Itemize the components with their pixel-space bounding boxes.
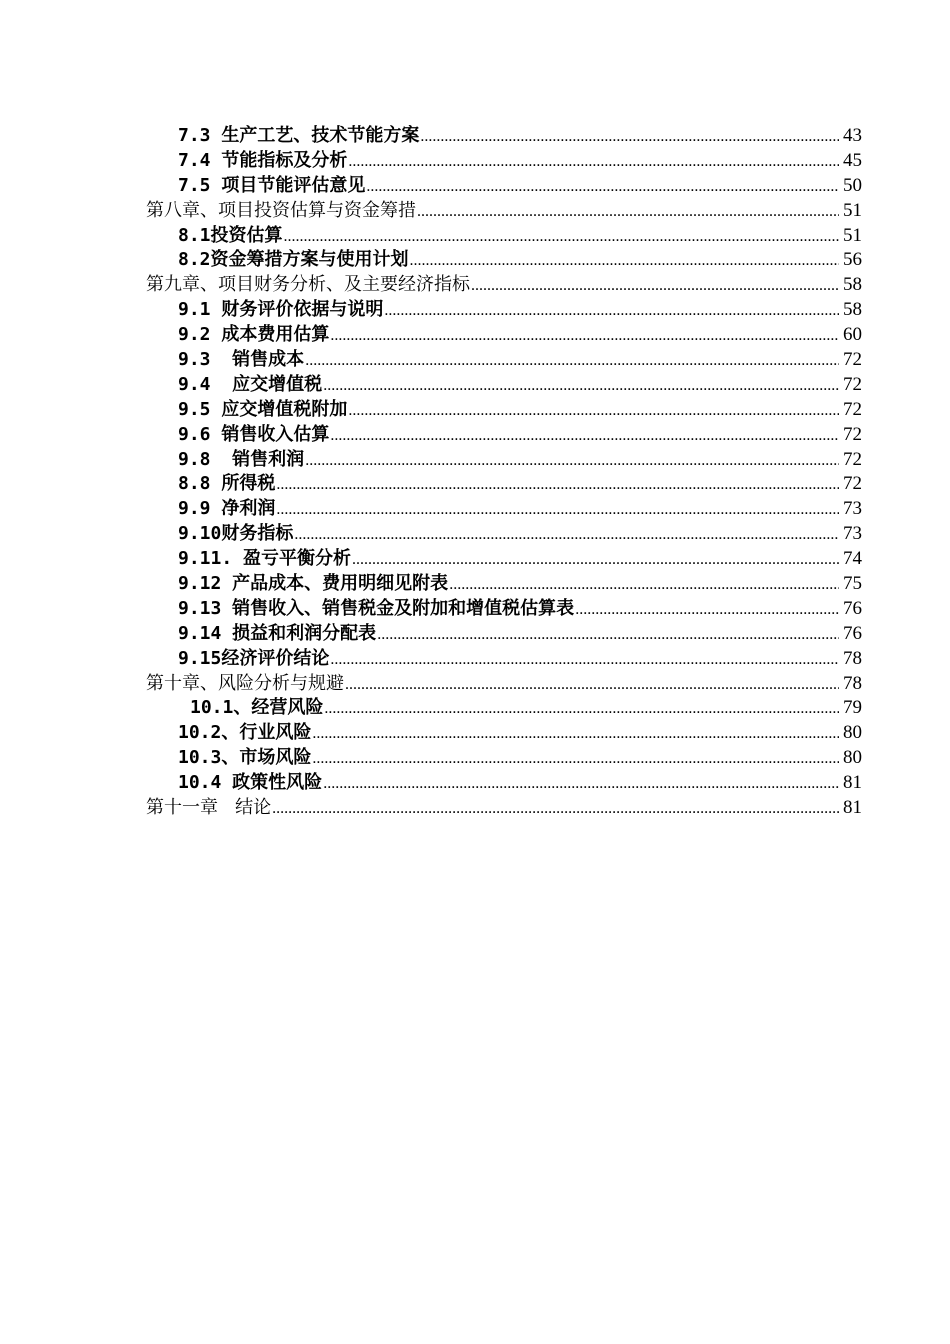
toc-entry-title: 7.4 节能指标及分析 [178, 149, 348, 171]
toc-entry-title: 9.9 净利润 [178, 498, 276, 520]
toc-entry-title: 9.15经济评价结论 [178, 647, 330, 669]
toc-dot-leader [323, 772, 839, 797]
toc-page-number: 76 [843, 622, 862, 644]
toc-entry-title: 9.2 成本费用估算 [178, 324, 330, 346]
toc-dot-leader [276, 498, 839, 523]
toc-dot-leader [471, 274, 839, 299]
toc-section-entry[interactable] [146, 497, 862, 522]
toc-page-number: 76 [843, 597, 862, 619]
toc-entry-title: 10.4 政策性风险 [178, 772, 323, 794]
toc-chapter-entry[interactable] [146, 672, 862, 697]
toc-dot-leader [575, 598, 839, 623]
toc-entry-title: 9.4 应交增值税 [178, 373, 323, 395]
toc-entry-title: 7.5 项目节能评估意见 [178, 174, 366, 196]
toc-chapter-entry[interactable] [146, 199, 862, 224]
toc-page-number: 72 [843, 349, 862, 371]
toc-dot-leader [384, 299, 839, 324]
toc-section-entry[interactable] [146, 622, 862, 647]
toc-entry-title: 9.13 销售收入、销售税金及附加和增值税估算表 [178, 597, 575, 619]
toc-entry-title: 9.8 销售利润 [178, 448, 305, 470]
toc-page-number: 78 [843, 647, 862, 669]
toc-dot-leader [305, 349, 839, 374]
toc-page-number: 58 [843, 299, 862, 321]
toc-dot-leader [352, 548, 839, 573]
toc-dot-leader [284, 225, 839, 250]
toc-dot-leader [348, 150, 839, 175]
toc-entry-title: 9.12 产品成本、费用明细见附表 [178, 573, 449, 595]
toc-section-entry[interactable] [146, 423, 862, 448]
toc-dot-leader [410, 249, 839, 274]
toc-entry-title: 9.1 财务评价依据与说明 [178, 299, 384, 321]
toc-section-entry[interactable] [146, 472, 862, 497]
toc-entry-title: 第十一章 结论 [146, 797, 272, 819]
toc-page-number: 81 [843, 772, 862, 794]
toc-page-number: 78 [843, 672, 862, 694]
toc-section-entry[interactable] [146, 373, 862, 398]
toc-entry-title: 8.8 所得税 [178, 473, 276, 495]
toc-section-entry[interactable] [146, 448, 862, 473]
toc-page-number: 72 [843, 448, 862, 470]
toc-section-entry[interactable] [146, 149, 862, 174]
toc-section-entry[interactable] [146, 224, 862, 249]
toc-dot-leader [312, 722, 839, 747]
toc-page-number: 72 [843, 473, 862, 495]
toc-entry-title: 第九章、项目财务分析、及主要经济指标 [146, 274, 470, 296]
toc-dot-leader [276, 473, 839, 498]
toc-entry-title: 9.5 应交增值税附加 [178, 398, 348, 420]
toc-page-number: 72 [843, 373, 862, 395]
toc-entry-title: 8.1投资估算 [178, 224, 283, 246]
toc-section-entry[interactable] [146, 298, 862, 323]
toc-section-entry[interactable] [146, 721, 862, 746]
toc-dot-leader [348, 399, 839, 424]
toc-dot-leader [366, 175, 839, 200]
toc-page-number: 81 [843, 797, 862, 819]
toc-section-entry[interactable] [146, 696, 862, 721]
toc-page-number: 80 [843, 747, 862, 769]
toc-section-entry[interactable] [146, 597, 862, 622]
toc-entry-title: 第十章、风险分析与规避 [146, 672, 344, 694]
toc-page-number: 75 [843, 573, 862, 595]
toc-page-number: 80 [843, 722, 862, 744]
toc-dot-leader [305, 449, 839, 474]
toc-dot-leader [417, 200, 839, 225]
toc-page-number: 51 [843, 199, 862, 221]
toc-chapter-entry[interactable] [146, 796, 862, 821]
toc-page-number: 79 [843, 697, 862, 719]
toc-section-entry[interactable] [146, 323, 862, 348]
toc-dot-leader [312, 747, 839, 772]
toc-entry-title: 第八章、项目投资估算与资金筹措 [146, 199, 416, 221]
toc-dot-leader [377, 623, 839, 648]
toc-dot-leader [323, 374, 839, 399]
toc-chapter-entry[interactable] [146, 273, 862, 298]
toc-dot-leader [449, 573, 839, 598]
toc-dot-leader [272, 797, 839, 822]
toc-section-entry[interactable] [146, 547, 862, 572]
toc-entry-title: 9.10财务指标 [178, 523, 294, 545]
toc-dot-leader [294, 523, 839, 548]
table-of-contents [146, 124, 862, 821]
toc-dot-leader [345, 673, 839, 698]
toc-page-number: 56 [843, 249, 862, 271]
toc-dot-leader [420, 125, 839, 150]
toc-section-entry[interactable] [146, 348, 862, 373]
toc-page-number: 51 [843, 224, 862, 246]
toc-section-entry[interactable] [146, 572, 862, 597]
toc-page-number: 45 [843, 149, 862, 171]
toc-entry-title: 9.3 销售成本 [178, 349, 305, 371]
toc-page-number: 50 [843, 174, 862, 196]
toc-page-number: 73 [843, 498, 862, 520]
toc-entry-title: 8.2资金筹措方案与使用计划 [178, 249, 409, 271]
toc-page-number: 43 [843, 125, 862, 146]
toc-entry-title: 7.3 生产工艺、技术节能方案 [178, 125, 420, 146]
toc-page-number: 74 [843, 548, 862, 570]
toc-section-entry[interactable] [146, 771, 862, 796]
toc-section-entry[interactable] [146, 248, 862, 273]
toc-dot-leader [324, 697, 839, 722]
toc-section-entry[interactable] [146, 124, 862, 149]
toc-page-number: 72 [843, 423, 862, 445]
toc-section-entry[interactable] [146, 174, 862, 199]
toc-page-number: 72 [843, 398, 862, 420]
toc-entry-title: 9.14 损益和利润分配表 [178, 622, 377, 644]
toc-section-entry[interactable] [146, 746, 862, 771]
toc-entry-title: 9.6 销售收入估算 [178, 423, 330, 445]
toc-entry-title: 9.11. 盈亏平衡分析 [178, 548, 352, 570]
toc-entry-title: 10.1、经营风险 [190, 697, 324, 719]
toc-page-number: 60 [843, 324, 862, 346]
toc-page-number: 58 [843, 274, 862, 296]
toc-entry-title: 10.2、行业风险 [178, 722, 312, 744]
toc-section-entry[interactable] [146, 398, 862, 423]
toc-page-number: 73 [843, 523, 862, 545]
toc-entry-title: 10.3、市场风险 [178, 747, 312, 769]
toc-section-entry[interactable] [146, 647, 862, 672]
toc-dot-leader [330, 648, 839, 673]
toc-dot-leader [330, 324, 839, 349]
toc-section-entry[interactable] [146, 522, 862, 547]
toc-dot-leader [330, 424, 839, 449]
